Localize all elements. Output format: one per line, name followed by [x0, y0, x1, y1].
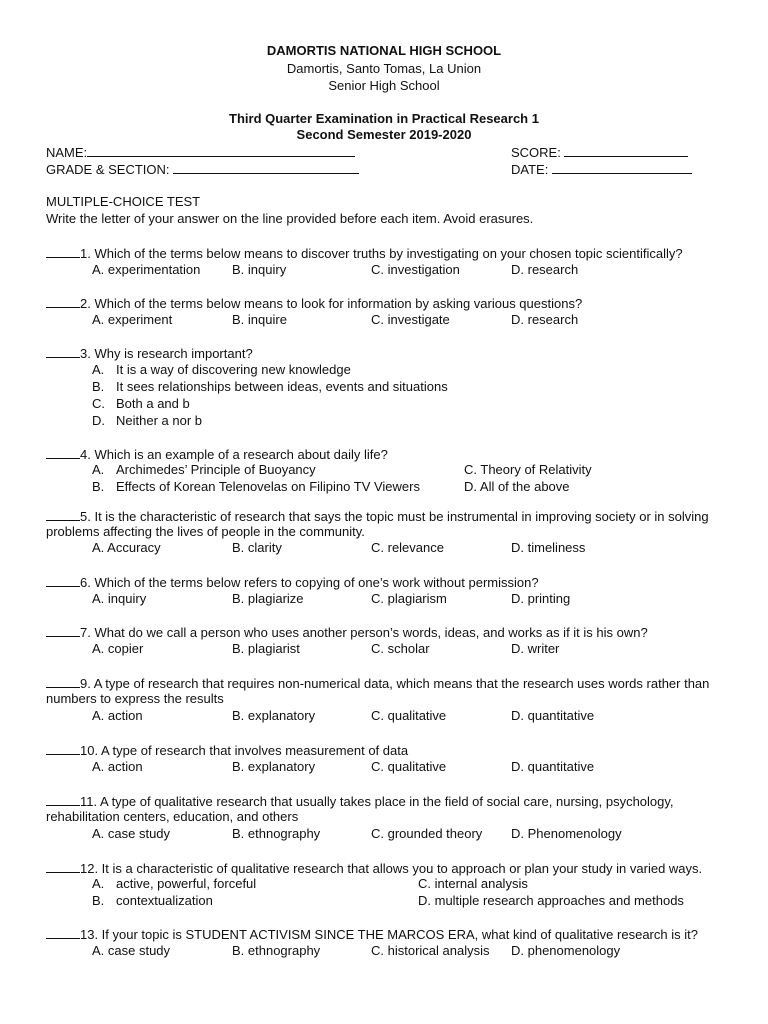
choice: A. Accuracy — [92, 540, 161, 555]
name-line[interactable] — [87, 144, 355, 157]
choice-letter: A. — [92, 876, 105, 891]
choice: C. historical analysis — [371, 943, 490, 958]
score-label: SCORE: — [511, 145, 561, 160]
answer-blank[interactable] — [46, 624, 80, 637]
choice: C. investigation — [371, 262, 460, 277]
choice-text: It is a way of discovering new knowledge — [116, 362, 351, 377]
question-12: 12. It is a characteristic of qualitative research that allows you to approach or plan your study in varied ways. — [46, 860, 702, 877]
answer-blank[interactable] — [46, 793, 80, 806]
answer-blank[interactable] — [46, 742, 80, 755]
name-field[interactable] — [46, 144, 355, 161]
choice: A. case study — [92, 943, 171, 958]
choice-text: Archimedes’ Principle of Buoyancy — [116, 462, 316, 477]
choice: B. plagiarist — [232, 641, 300, 656]
grade-section-label: GRADE & SECTION: — [46, 162, 170, 177]
question-2: 2. Which of the terms below means to look for information by asking various questions? — [46, 295, 582, 312]
choice-text: contextualization — [116, 893, 213, 908]
choice: B. explanatory — [232, 759, 316, 774]
choice: B. plagiarize — [232, 591, 304, 606]
grade-section-field[interactable] — [46, 161, 359, 178]
school-level: Senior High School — [328, 78, 440, 93]
choice: D. research — [511, 262, 579, 277]
question-11: 11. A type of qualitative research that usually takes place in the field of social care, nursing, psychology, — [46, 793, 674, 810]
choice: D. multiple research approaches and methods — [418, 893, 684, 908]
choice: B. inquiry — [232, 262, 287, 277]
choice: D. Phenomenology — [511, 826, 622, 841]
question-5-cont: problems affecting the lives of people in the community. — [46, 524, 365, 539]
choice: C. qualitative — [371, 759, 447, 774]
instructions-text: Write the letter of your answer on the line provided before each item. Avoid erasures. — [46, 211, 534, 226]
choice: B. ethnography — [232, 943, 321, 958]
section-title: MULTIPLE-CHOICE TEST — [46, 194, 201, 209]
choice: C. plagiarism — [371, 591, 447, 606]
school-address: Damortis, Santo Tomas, La Union — [286, 61, 482, 76]
question-13: 13. If your topic is STUDENT ACTIVISM SINCE THE MARCOS ERA, what kind of qualitative research is it? — [46, 926, 698, 943]
choice: B. clarity — [232, 540, 282, 555]
question-9: 9. A type of research that requires non-numerical data, which means that the research uses words rather than — [46, 675, 709, 692]
choice-letter: B. — [92, 893, 105, 908]
choice: C. investigate — [371, 312, 450, 327]
choice-letter: A. — [92, 462, 105, 477]
choice: C. relevance — [371, 540, 444, 555]
choice: D. All of the above — [464, 479, 570, 494]
question-5: 5. It is the characteristic of research that says the topic must be instrumental in improving society or in solving — [46, 508, 709, 525]
choice-text: Both a and b — [116, 396, 190, 411]
question-6: 6. Which of the terms below refers to copying of one’s work without permission? — [46, 574, 539, 591]
choice: C. internal analysis — [418, 876, 528, 891]
choice: D. timeliness — [511, 540, 586, 555]
choice: C. scholar — [371, 641, 430, 656]
choice-text: It sees relationships between ideas, events and situations — [116, 379, 448, 394]
choice: C. Theory of Relativity — [464, 462, 592, 477]
answer-blank[interactable] — [46, 574, 80, 587]
answer-blank[interactable] — [46, 926, 80, 939]
choice-text: Effects of Korean Telenovelas on Filipino TV Viewers — [116, 479, 420, 494]
choice: D. quantitative — [511, 708, 595, 723]
choice-letter: D. — [92, 413, 105, 428]
choice: A. copier — [92, 641, 144, 656]
date-field[interactable] — [511, 161, 692, 178]
choice: A. experiment — [92, 312, 173, 327]
exam-title: Third Quarter Examination in Practical Research 1 — [229, 111, 539, 126]
choice-letter: A. — [92, 362, 105, 377]
name-label: NAME: — [46, 145, 88, 160]
question-10: 10. A type of research that involves measurement of data — [46, 742, 408, 759]
answer-blank[interactable] — [46, 508, 80, 521]
choice: A. action — [92, 708, 143, 723]
choice: B. inquire — [232, 312, 287, 327]
choice: D. research — [511, 312, 579, 327]
question-4: 4. Which is an example of a research about daily life? — [46, 446, 388, 463]
score-field[interactable] — [511, 144, 688, 161]
choice-letter: B. — [92, 379, 105, 394]
choice: B. explanatory — [232, 708, 316, 723]
choice: D. printing — [511, 591, 571, 606]
question-9-cont: numbers to express the results — [46, 691, 224, 706]
question-7: 7. What do we call a person who uses another person’s words, ideas, and works as if it is his own? — [46, 624, 648, 641]
choice-letter: B. — [92, 479, 105, 494]
choice: D. quantitative — [511, 759, 595, 774]
choice-letter: C. — [92, 396, 105, 411]
choice: C. grounded theory — [371, 826, 483, 841]
answer-blank[interactable] — [46, 345, 80, 358]
question-1: 1. Which of the terms below means to discover truths by investigating on your chosen topic scientifically? — [46, 245, 683, 262]
choice: A. action — [92, 759, 143, 774]
date-label: DATE: — [511, 162, 549, 177]
answer-blank[interactable] — [46, 675, 80, 688]
answer-blank[interactable] — [46, 446, 80, 459]
score-line[interactable] — [564, 144, 688, 157]
answer-blank[interactable] — [46, 860, 80, 873]
choice: C. qualitative — [371, 708, 447, 723]
choice: D. phenomenology — [511, 943, 621, 958]
school-name: DAMORTIS NATIONAL HIGH SCHOOL — [266, 43, 502, 58]
question-3: 3. Why is research important? — [46, 345, 253, 362]
choice: A. experimentation — [92, 262, 201, 277]
exam-semester: Second Semester 2019-2020 — [296, 127, 472, 142]
question-11-cont: rehabilitation centers, education, and others — [46, 809, 299, 824]
choice: B. ethnography — [232, 826, 321, 841]
choice: D. writer — [511, 641, 560, 656]
choice-text: Neither a nor b — [116, 413, 202, 428]
choice: A. case study — [92, 826, 171, 841]
grade-section-line[interactable] — [173, 161, 359, 174]
date-line[interactable] — [552, 161, 692, 174]
answer-blank[interactable] — [46, 295, 80, 308]
choice-text: active, powerful, forceful — [116, 876, 257, 891]
choice: A. inquiry — [92, 591, 147, 606]
answer-blank[interactable] — [46, 245, 80, 258]
